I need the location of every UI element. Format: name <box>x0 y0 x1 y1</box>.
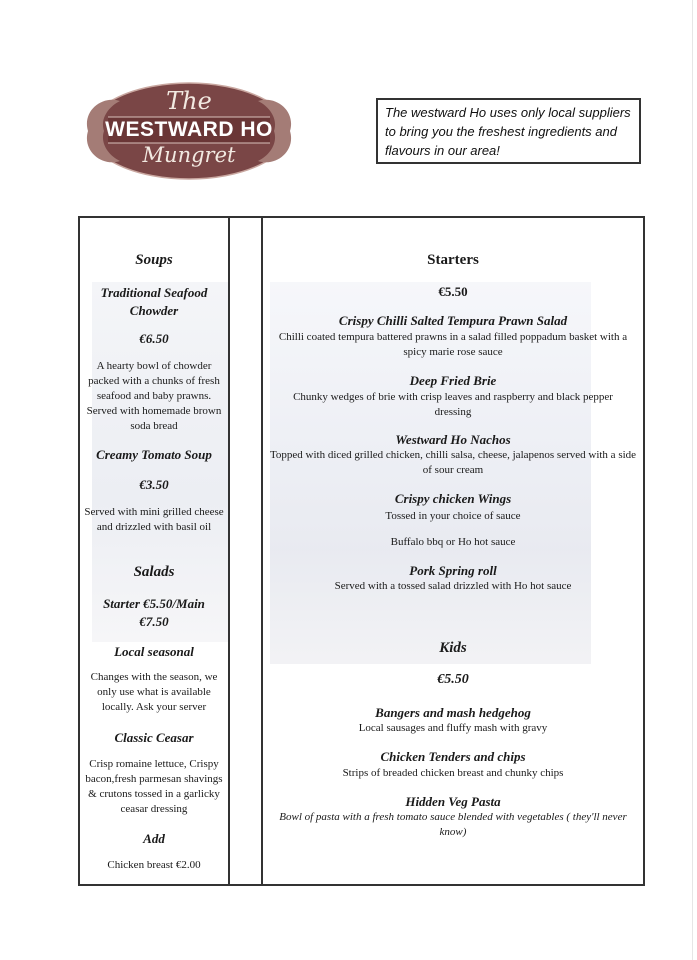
logo-line-1: The <box>166 87 212 115</box>
soup-name: Traditional Seafood Chowder <box>100 285 208 318</box>
starter-description: Topped with diced grilled chicken, chilli salsa, cheese, jalapenos served with a side of sour cream <box>269 449 637 476</box>
column-divider-right <box>261 216 263 886</box>
starter-description: Served with a tossed salad drizzled with Ho hot sauce <box>334 580 572 592</box>
starter-description: Chilli coated tempura battered prawns in a salad filled poppadum basket with a spicy marie rose sauce <box>278 331 628 358</box>
kids-item-name: Hidden Veg Pasta <box>405 794 501 809</box>
supplier-note: The westward Ho uses only local suppliers to bring you the freshest ingredients and flavours in our area! <box>376 98 641 164</box>
kids-item-description: Local sausages and fluffy mash with gravy <box>358 722 548 734</box>
add-item: Chicken breast €2.00 <box>107 859 201 871</box>
starter-sauce-options: Buffalo bbq or Ho hot sauce <box>390 536 516 548</box>
soup-name: Creamy Tomato Soup <box>96 447 212 462</box>
soup-description: Served with mini grilled cheese and drizzled with basil oil <box>84 506 224 533</box>
starters-heading: Starters <box>427 252 479 268</box>
starter-description: Tossed in your choice of sauce <box>385 510 521 522</box>
soup-price: €3.50 <box>139 477 169 492</box>
kids-heading: Kids <box>439 640 467 656</box>
kids-item-name: Chicken Tenders and chips <box>380 749 526 764</box>
starter-name: Deep Fried Brie <box>409 373 497 388</box>
soups-heading: Soups <box>135 252 173 268</box>
salad-name: Classic Ceasar <box>114 730 194 745</box>
column-divider-left <box>228 216 230 886</box>
soup-price: €6.50 <box>139 331 169 346</box>
starter-name: Crispy chicken Wings <box>394 491 512 506</box>
starter-name: Westward Ho Nachos <box>395 432 511 447</box>
kids-price: €5.50 <box>437 672 469 687</box>
left-column <box>84 0 224 960</box>
salad-description: Crisp romaine lettuce, Crispy bacon,fresh parmesan shavings & crutons tossed in a garlicky ceasar dressing <box>85 758 223 815</box>
logo-line-3: Mungret <box>142 143 236 167</box>
starter-description: Chunky wedges of brie with crisp leaves and raspberry and black pepper dressing <box>293 391 613 418</box>
right-column <box>266 0 640 960</box>
soup-description: A hearty bowl of chowder packed with a chunks of fresh seafood and baby prawns. Served with homemade brown soda bread <box>86 360 222 432</box>
starter-name: Crispy Chilli Salted Tempura Prawn Salad <box>338 313 568 328</box>
salad-name: Local seasonal <box>114 644 194 659</box>
add-heading: Add <box>143 831 165 846</box>
kids-item-description: Strips of breaded chicken breast and chunky chips <box>342 767 564 779</box>
kids-item-description: Bowl of pasta with a fresh tomato sauce blended with vegetables ( they'll never know) <box>279 811 627 838</box>
salad-description: Changes with the season, we only use what is available locally. Ask your server <box>90 671 218 713</box>
starter-name: Pork Spring roll <box>409 563 497 578</box>
kids-item-name: Bangers and mash hedgehog <box>375 705 531 720</box>
logo-line-2: WESTWARD HO <box>105 118 273 141</box>
salads-price: Starter €5.50/Main €7.50 <box>103 596 205 629</box>
salads-heading: Salads <box>133 564 175 580</box>
page-edge <box>692 0 693 960</box>
starters-price: €5.50 <box>438 284 468 299</box>
